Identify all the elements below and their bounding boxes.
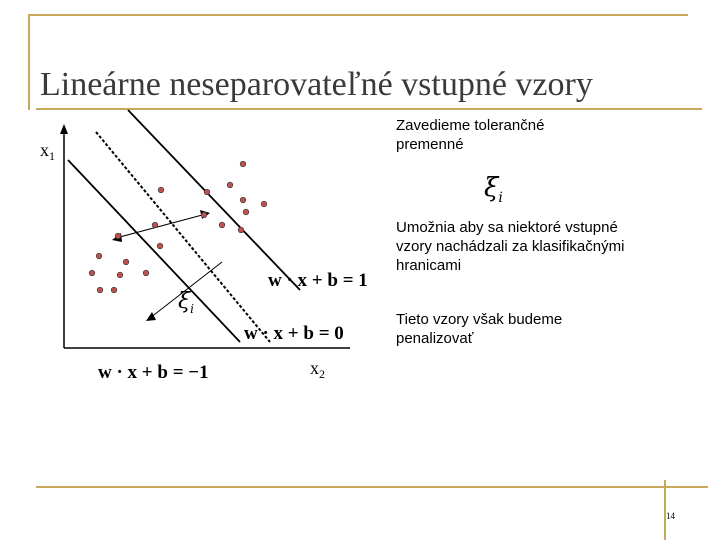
point [238,227,244,233]
point [204,189,210,195]
footer-rule [36,486,708,488]
xi-diagram-symbol: $\xi_i$ [178,289,194,316]
point [243,209,249,215]
point [117,272,123,278]
equation-zero: w · x + b = 0 [244,323,344,344]
equation-minus-one: w · x + b = −1 [98,362,209,383]
point [111,287,117,293]
margin-line-plus [128,110,300,290]
point [152,222,158,228]
point [96,253,102,259]
note-3: Tieto vzory však budeme penalizovať [396,311,563,347]
point [157,243,163,249]
page-number: 14 [666,511,675,521]
point [158,187,164,193]
point [219,222,225,228]
slack-arrow-head [146,312,156,321]
point [89,270,95,276]
equation-plus-one: w · x + b = 1 [268,270,368,291]
xi-symbol: $\xi_i$ [484,173,503,206]
x1-axis-arrow [60,124,68,134]
point [261,201,267,207]
slide-title: Lineárne neseparovateľné vstupné vzory [40,66,593,103]
point [201,212,207,218]
point [143,270,149,276]
x2-label: $x_2$ [310,358,325,381]
note-2: Umožnia aby sa niektoré vstupné vzory nachádzali za klasifikačnými hranicami [396,219,625,274]
point [240,197,246,203]
point [123,259,129,265]
note-1: Zavedieme tolerančné premenné [396,117,545,153]
point [227,182,233,188]
footer-accent [664,480,666,540]
point [115,233,121,239]
x1-label: $x_1$ [40,140,55,163]
point [97,287,103,293]
point [240,161,246,167]
